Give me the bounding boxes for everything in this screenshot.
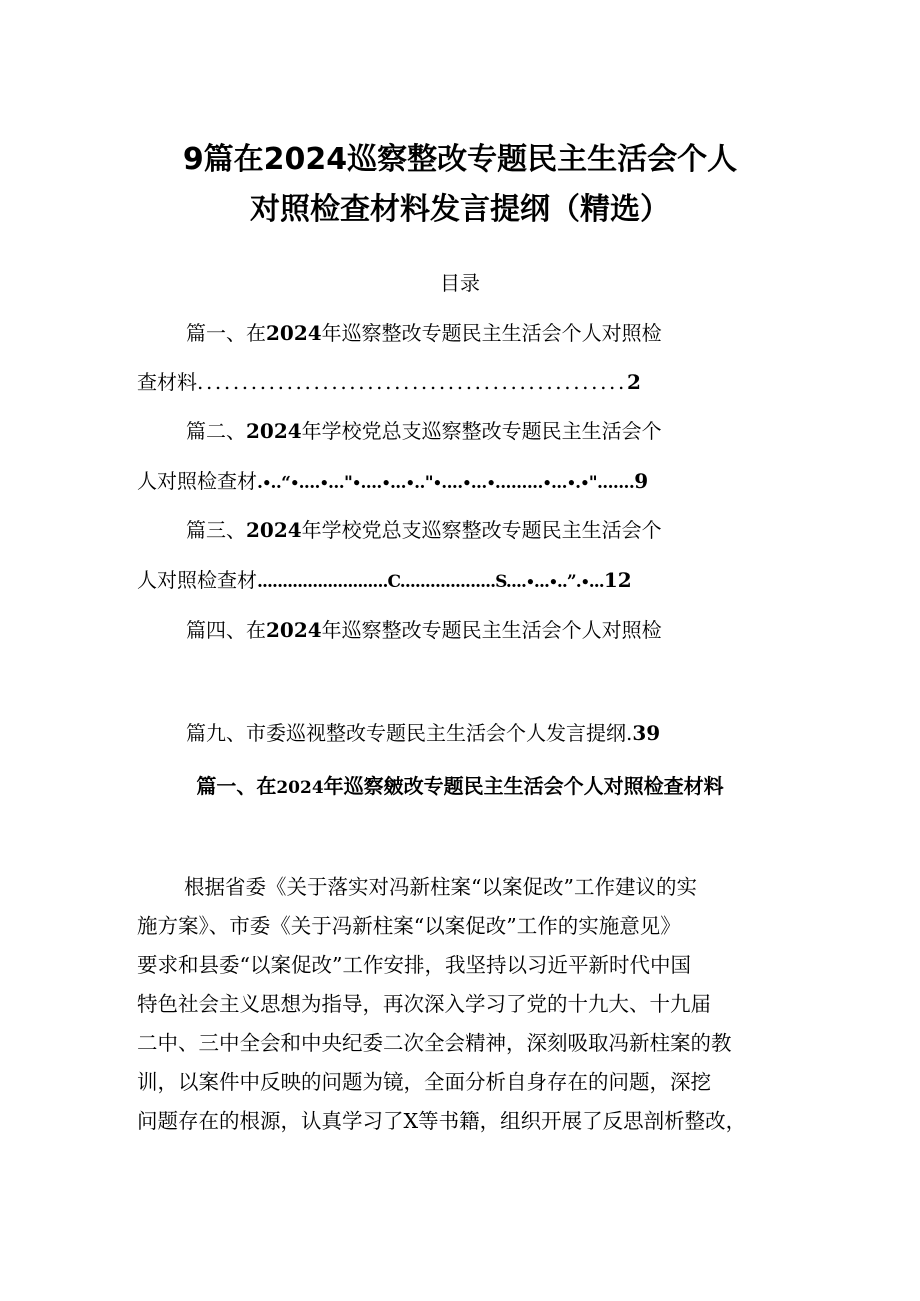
toc-entry-3-year: 2024 <box>246 518 302 542</box>
toc-entry-3-prefix: 篇三、 <box>186 518 246 542</box>
body-line-2: 施方案》、市委《关于冯新柱案“以案促改”工作的实施意见》 <box>137 914 681 938</box>
toc-entry-4-prefix: 篇四、在 <box>186 618 266 642</box>
section-heading-prefix: 篇一、在 <box>196 774 277 798</box>
toc-entry-1-prefix: 篇一、在 <box>186 321 266 345</box>
toc-entry-2-leader: .∙..“∙....∙..."∙....∙...∙.."∙....∙...∙.........∙...∙.∙"....... <box>257 473 635 493</box>
toc-entry-4-suffix: 年巡察整改专题民主生活会个人对照检 <box>321 618 662 642</box>
toc-entry-4-line-1[interactable] <box>186 615 662 645</box>
toc-entry-9-page: 39 <box>632 721 661 745</box>
section-heading-suffix: 年巡察皴改专题民主生活会个人对照检查材料 <box>323 774 724 798</box>
body-line-3: 要求和县委“以案促改”工作安排，我坚持以习近平新时代中国 <box>137 953 691 977</box>
body-line-7: 问题存在的根源，认真学习了X等书籍，组织开展了反思剖析整改， <box>137 1109 747 1133</box>
toc-entry-9[interactable] <box>186 718 660 748</box>
toc-entry-3-line-1[interactable] <box>186 515 662 545</box>
section-heading <box>0 771 920 803</box>
body-paragraph <box>137 868 797 1141</box>
toc-entry-3-leader: ..........................C...................S....∙...∙..”.∙... <box>257 572 604 592</box>
body-line-5: 二中、三中全会和中央纪委二次全会精神，深刻吸取冯新柱案的教 <box>137 1031 732 1055</box>
toc-entry-2-text: 人对照检查材 <box>137 469 257 493</box>
body-line-4: 特色社会主义思想为指导，再次深入学习了党的十九大、十九届 <box>137 992 711 1016</box>
toc-entry-3-suffix: 年学校党总支巡察整改专题民主生活会个 <box>301 518 662 542</box>
toc-entry-2-line-1[interactable] <box>186 416 662 446</box>
toc-entry-1-leader: ................................................ <box>197 370 627 394</box>
toc-entry-2-prefix: 篇二、 <box>186 419 246 443</box>
toc-entry-1-text: 查材料 <box>137 370 197 394</box>
document-title-line-1: 9篇在2024巡察整改专题民主生活会个人 <box>182 142 738 177</box>
toc-entry-9-text: 篇九、市委巡视整改专题民主生活会个人发言提纲. <box>186 721 633 745</box>
toc-entry-3-text: 人对照检查材 <box>137 568 257 592</box>
body-line-1: 根据省委《关于落实对冯新柱案“以案促改”工作建议的实 <box>184 875 697 899</box>
toc-entry-2-suffix: 年学校党总支巡察整改专题民主生活会个 <box>301 419 662 443</box>
toc-entry-2-year: 2024 <box>246 419 302 443</box>
document-title-line-2: 对照检查材料发言提纲（精选） <box>250 192 670 227</box>
toc-entry-1-line-1[interactable] <box>186 318 662 348</box>
toc-entry-1-page: 2 <box>626 370 641 394</box>
toc-heading: 目录 <box>440 271 480 295</box>
toc-entry-1-year: 2024 <box>266 321 322 345</box>
toc-entry-4-year: 2024 <box>266 618 322 642</box>
toc-entry-3-page: 12 <box>603 568 632 592</box>
toc-entry-2-line-2[interactable] <box>137 466 648 498</box>
section-heading-year: 2024 <box>276 778 324 798</box>
toc-entry-3-line-2[interactable] <box>137 565 632 597</box>
toc-entry-1-line-2[interactable] <box>137 367 641 397</box>
toc-entry-2-page: 9 <box>634 469 649 493</box>
toc-entry-1-suffix: 年巡察整改专题民主生活会个人对照检 <box>321 321 662 345</box>
body-line-6: 训，以案件中反映的问题为镜，全面分析自身存在的问题，深挖 <box>137 1070 711 1094</box>
